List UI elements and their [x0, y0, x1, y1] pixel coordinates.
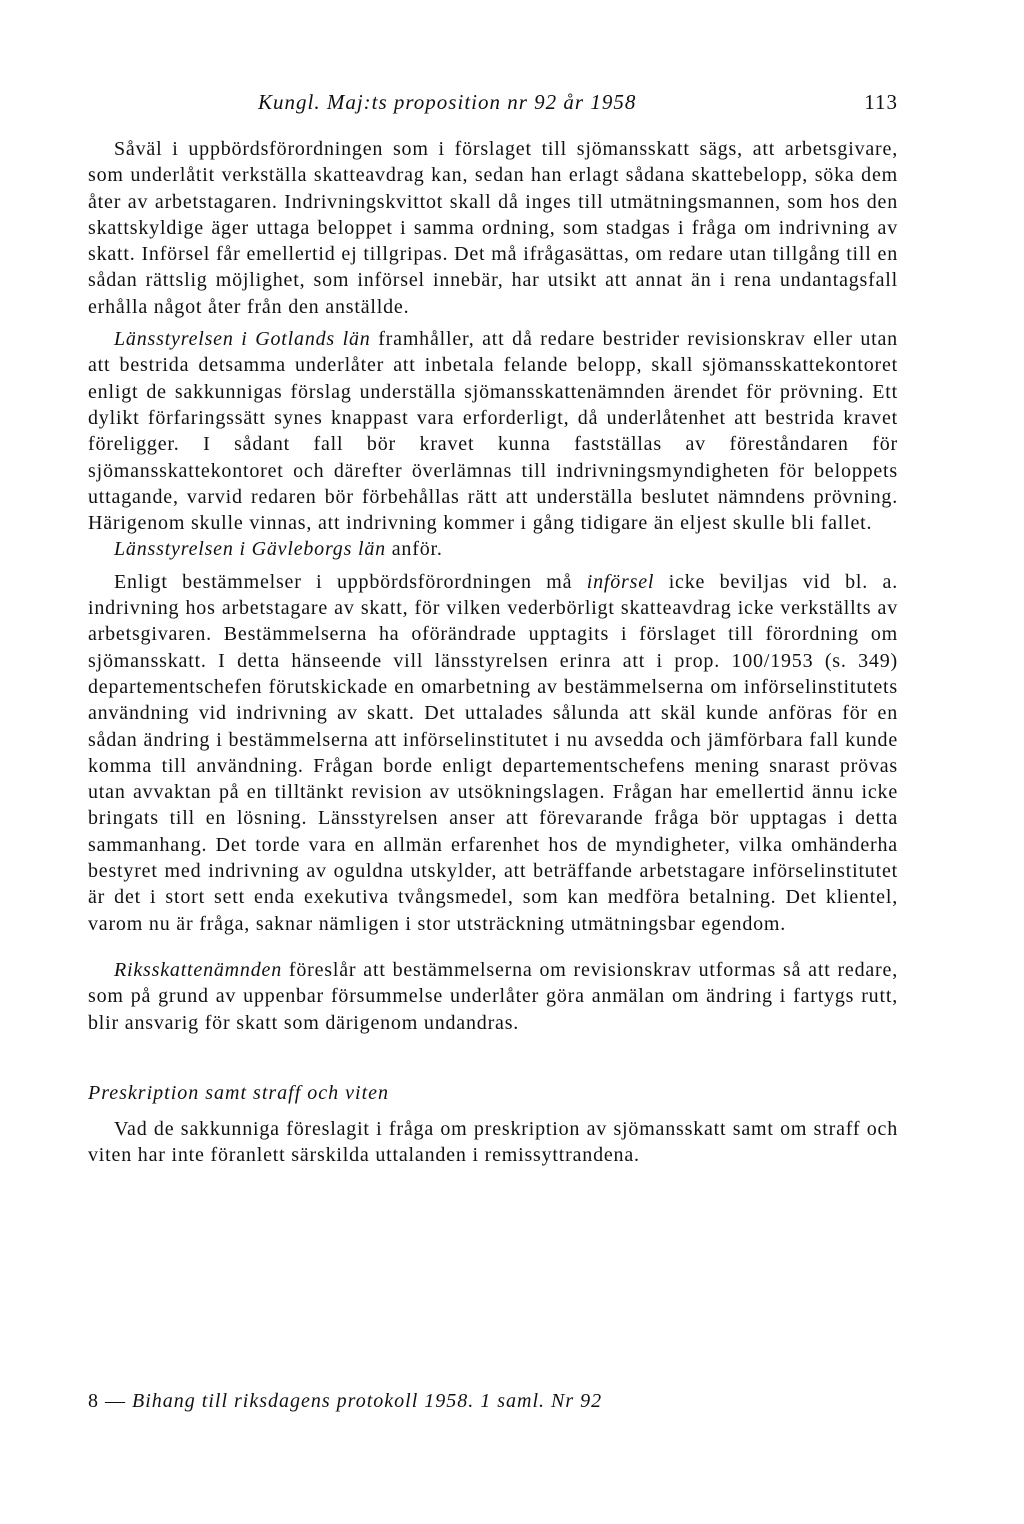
authority-name: Riksskattenämnden — [114, 958, 283, 981]
page-number: 113 — [864, 90, 898, 114]
signature-number: 8 — [88, 1390, 99, 1412]
paragraph-text: icke beviljas vid bl. a. indrivning hos arbetstagare av skatt, för vilken vederbörligt skatteavdrag icke verkställts av arbetsgivaren. Bestämmelserna ha oförändrade upptagits i förslaget till förordning om sjömansskatt. I detta hänseende vill länsstyrelsen erinra att i prop. 100/1953 (s. 349) departementschefen förutskickade en omarbetning av bestämmelserna om införselinstitutets användning vid indrivning av skatt. Det uttalades sålunda att skäl kunde anföras för en sådan ändring i bestämmelserna att införselinstitutet i nu avsedda och jämförbara fall kunde komma till användning. Frågan borde enligt departementschefens mening snarast prövas utan avvaktan på en tilltänkt revision av utsökningslagen. Frågan har emellertid ännu icke bringats till en lösning. Länsstyrelsen anser att förevarande fråga bör upptagas i detta sammanhang. Det torde vara en allmän erfarenhet hos de myndigheter, vilka omhänderha bestyret med indrivning av oguldna utskylder, att beträffande arbetstagare införselinstitutet är det i stort sett enda exekutiva tvångsmedel, som kan medföra betalning. Det klientel, varom nu är fråga, saknar nämligen i stor utsträckning utmätningsbar egendom. — [88, 570, 898, 935]
section-heading: Preskription samt straff och viten — [88, 1081, 390, 1104]
footer-separator: — — [99, 1390, 132, 1412]
authority-name: Länsstyrelsen i Gotlands län — [114, 328, 371, 351]
paragraph-text: Enligt bestämmelser i uppbördsförordningen må — [114, 570, 587, 593]
body-text — [88, 136, 898, 1169]
page-footer — [88, 1388, 898, 1414]
paragraph — [88, 957, 898, 1036]
paragraph: Vad de sakkunniga föreslagit i fråga om preskription av sjömansskatt samt om straff och viten har inte föranlett särskilda uttalanden i remissyttrandena. — [88, 1118, 898, 1167]
header-title: Kungl. Maj:ts proposition nr 92 år 1958 — [258, 90, 637, 114]
paragraph: Såväl i uppbördsförordningen som i förslaget till sjömansskatt sägs, att arbetsgivare, som underlåtit verkställa skatteavdrag kan, sedan han erlagt sådana skattebelopp, söka dem åter av arbetstagaren. Indrivningskvittot skall då inges till utmätningsmannen, som hos den skattskyldige äger uttaga beloppet i samma ordning, som stadgas i fråga om indrivning av skatt. Införsel får emellertid ej tillgripas. Det må ifrågasättas, om redare utan tillgång till en sådan rättslig möjlighet, som införsel innebär, har utsikt att annat än i rena undantagsfall erhålla något åter från den anställde. — [88, 138, 898, 318]
paragraph-text: anför. — [385, 538, 443, 561]
running-header — [258, 88, 898, 116]
footer-title: Bihang till riksdagens protokoll 1958. 1 saml. Nr 92 — [132, 1390, 603, 1412]
paragraph-text: framhåller, att då redare bestrider revisionskrav eller utan att bestrida detsamma underlåter att inbetala felande belopp, skall sjömansskattekontoret enligt de sakkunnigas förslag underställa sjömansskattenämnden ärendet för prövning. Ett dylikt förfaringssätt synes knappast vara erforderligt, då underlåtenhet att bestrida kravet föreligger. I sådant fall bör kravet kunna fastställas av föreståndaren för sjömansskattekontoret och därefter överlämnas till indrivningsmyndigheten för beloppets uttagande, varvid redaren bör förbehållas rätt att underställa beslutet nämndens prövning. Härigenom skulle vinnas, att indrivning kommer i gång tidigare än eljest skulle bli fallet. — [88, 328, 898, 535]
paragraph-text: föreslår att bestämmelserna om revisionskrav utformas så att redare, som på grund av uppenbar försummelse underlåter göra anmälan om ändring i fartygs rutt, blir ansvarig för skatt som därigenom undandras. — [88, 958, 898, 1034]
paragraph — [88, 569, 898, 937]
emphasized-term: införsel — [586, 570, 655, 593]
paragraph — [88, 326, 898, 536]
authority-name: Länsstyrelsen i Gävleborgs län — [114, 538, 386, 561]
paragraph — [88, 536, 898, 562]
